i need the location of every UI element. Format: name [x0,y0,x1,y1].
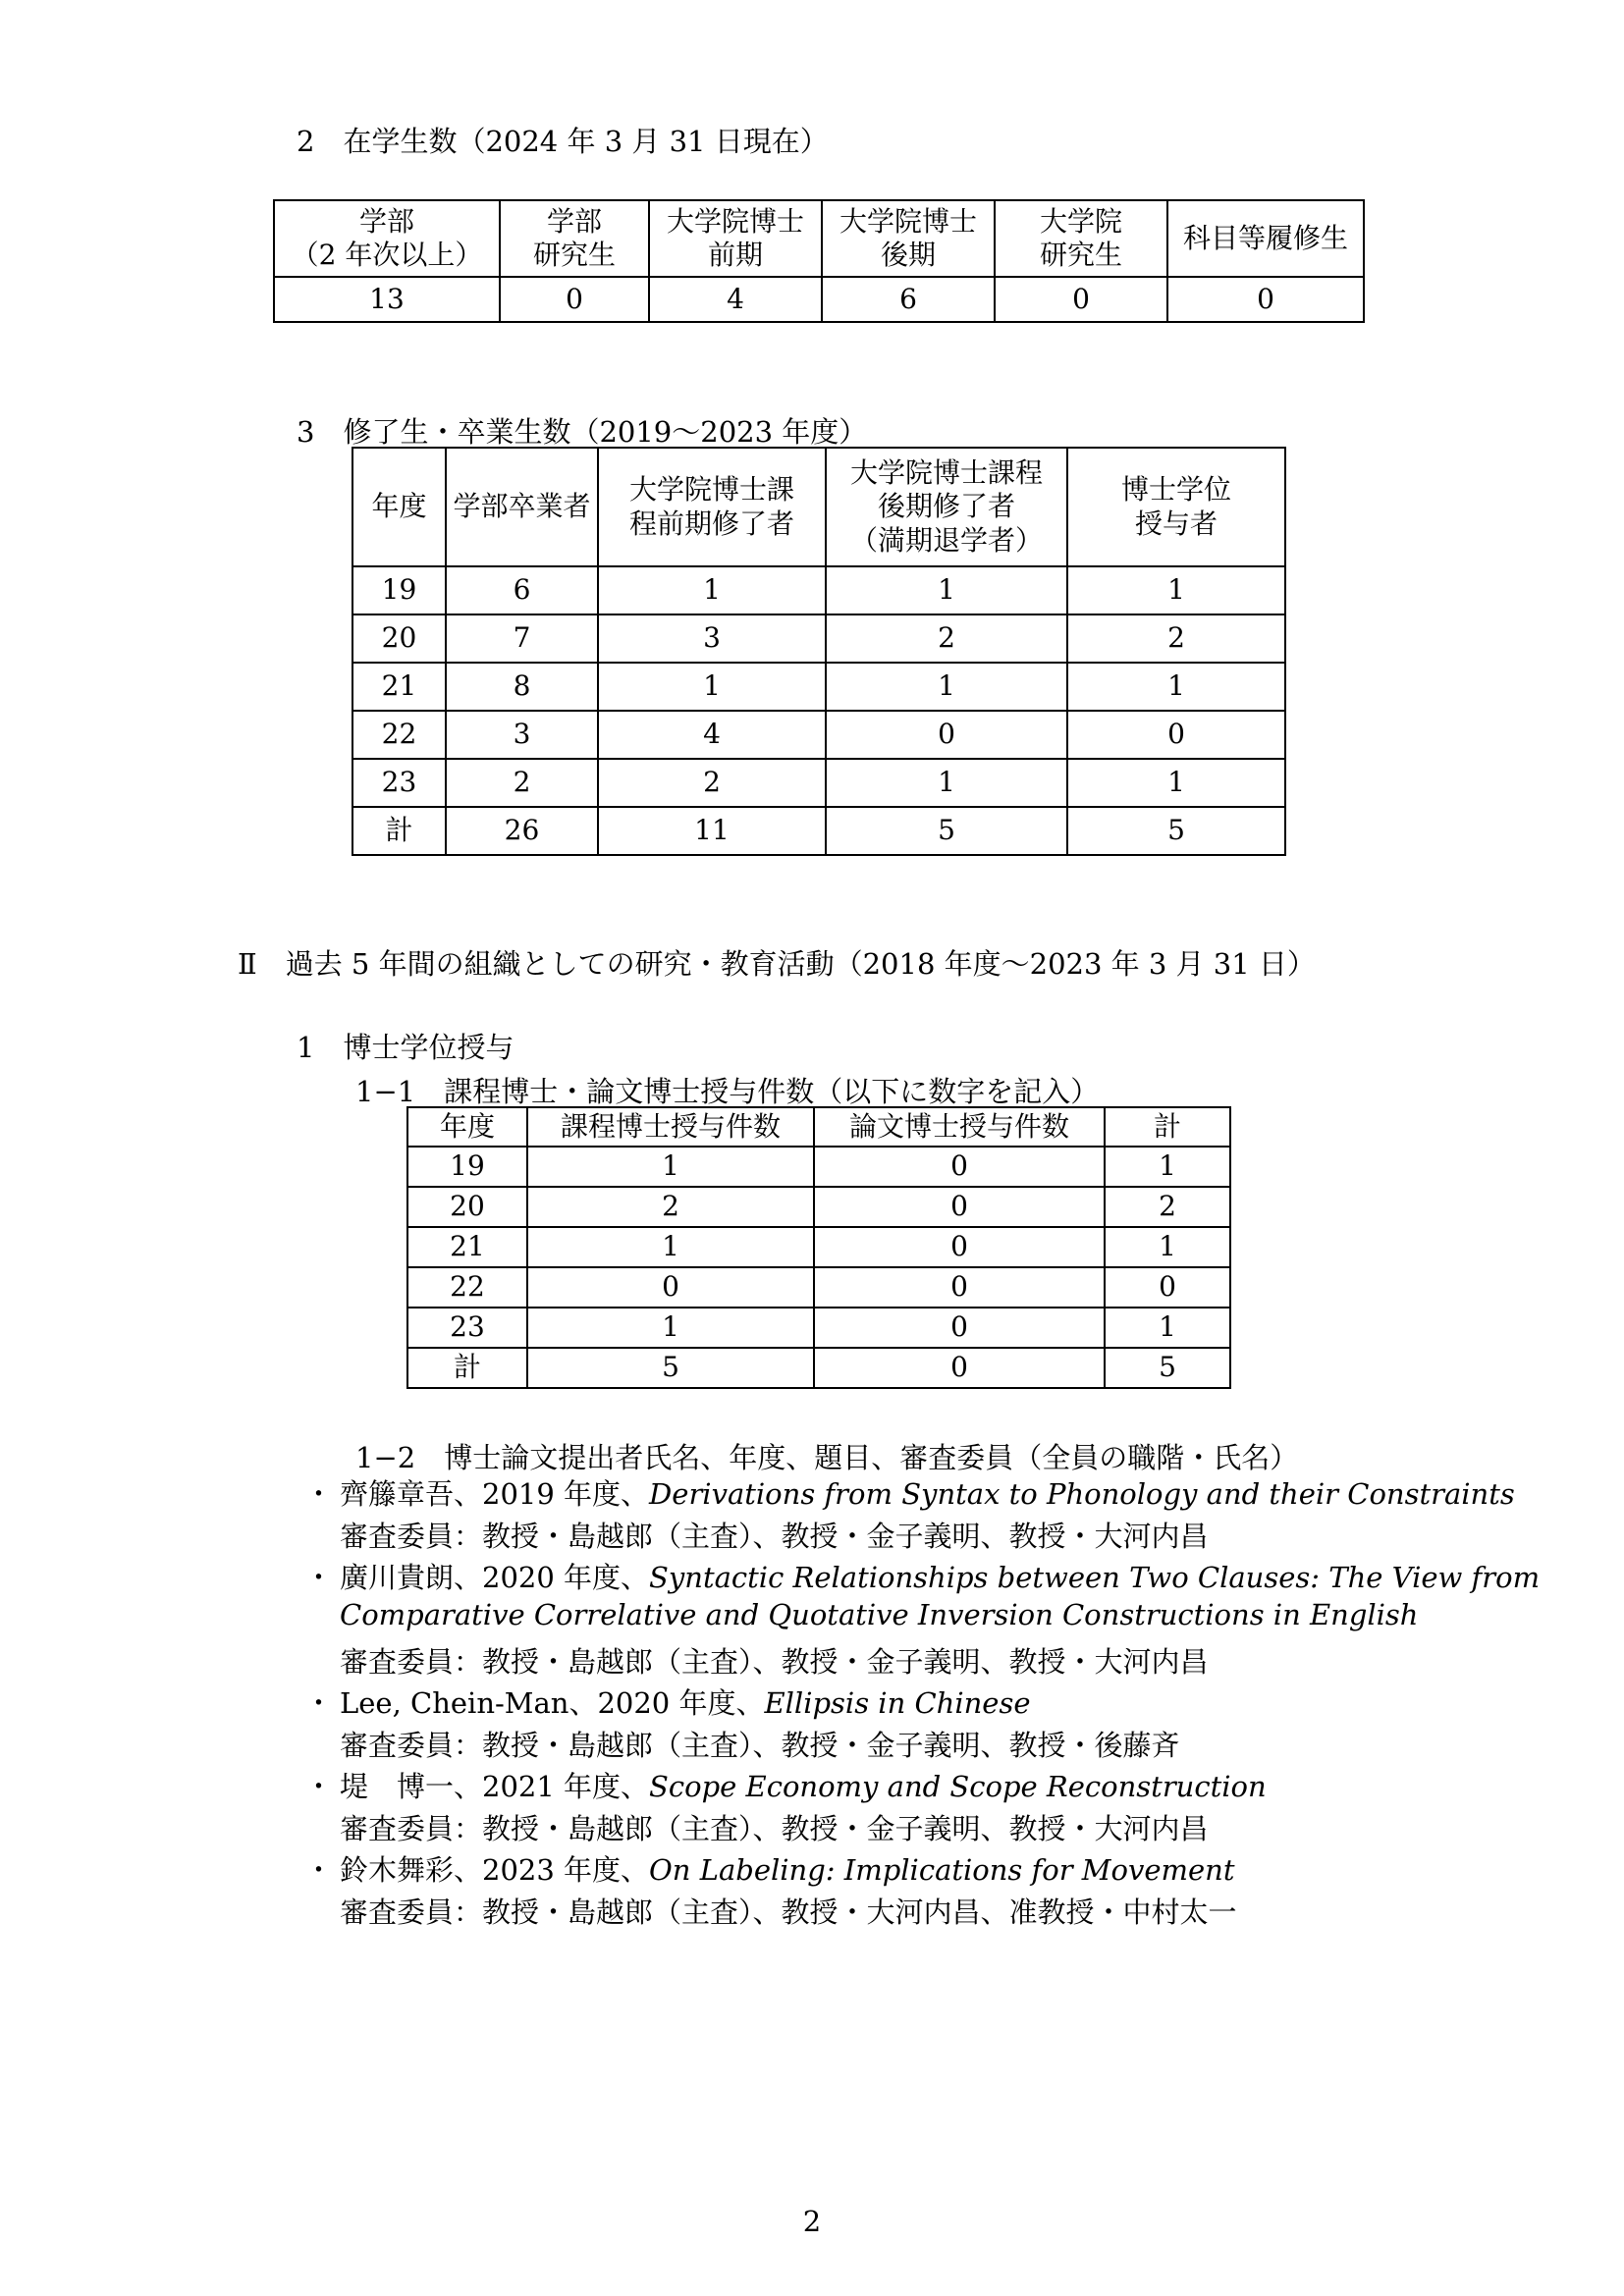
table-row [352,614,1285,663]
table-cell: 2 [598,759,826,807]
table-row [407,1267,1230,1308]
table-cell: 0 [814,1348,1105,1388]
thesis-entry [340,1472,1515,1513]
table-row [407,1187,1230,1227]
thesis-committee: 審査委員：教授・島越郎（主査）、教授・金子義明、教授・大河内昌 [340,1645,1209,1679]
table-cell: 0 [826,711,1067,759]
table-cell: 0 [814,1308,1105,1348]
table-cell: 4 [649,277,822,322]
table-cell: 0 [814,1267,1105,1308]
table-header-cell: 課程博士授与件数 [527,1107,814,1147]
thesis-title: Syntactic Relationships between Two Clauses: The View from [649,1561,1541,1594]
thesis-entry [340,1848,1235,1889]
table-header-cell: 博士学位 授与者 [1067,448,1285,566]
table-row [407,1308,1230,1348]
table-cell: 19 [407,1147,527,1187]
table-row [352,711,1285,759]
table-cell: 計 [407,1348,527,1388]
thesis-entry [340,1556,1540,1596]
table-cell: 6 [446,566,598,614]
thesis-author-year: 廣川貴朗、2020 年度、 [340,1561,650,1594]
table-cell: 1 [1105,1308,1230,1348]
table-cell: 0 [814,1187,1105,1227]
thesis-entry [340,1682,1031,1722]
section-II-heading: Ⅱ 過去 5 年間の組織としての研究・教育活動（2018 年度～2023 年 3 月 31 日） [238,947,1316,981]
table-cell: 6 [822,277,995,322]
table-cell: 21 [352,663,446,711]
table-cell: 23 [407,1308,527,1348]
table-header-cell: 学部卒業者 [446,448,598,566]
table-cell: 1 [598,663,826,711]
bullet: ・ [304,1477,334,1511]
table-cell: 1 [527,1308,814,1348]
table-header-cell: 学部 研究生 [500,200,649,277]
section-2-heading: 2 在学生数（2024 年 3 月 31 日現在） [297,125,829,158]
thesis-author-year: 堤 博一、2021 年度、 [340,1770,650,1803]
thesis-committee: 審査委員：教授・島越郎（主査）、教授・大河内昌、准教授・中村太一 [340,1896,1237,1929]
table-cell: 4 [598,711,826,759]
table-cell: 2 [527,1187,814,1227]
thesis-author-year: 齊籐章吾、2019 年度、 [340,1477,650,1511]
graduates-table [352,447,1286,856]
table-row [352,566,1285,614]
table-cell: 1 [826,566,1067,614]
table-cell: 11 [598,807,826,855]
table-cell: 1 [1105,1227,1230,1267]
table-cell: 0 [500,277,649,322]
table-cell: 1 [1105,1147,1230,1187]
table-cell: 0 [814,1147,1105,1187]
table-header-cell: 大学院博士 前期 [649,200,822,277]
table-cell: 計 [352,807,446,855]
table-header-cell: 大学院 研究生 [995,200,1167,277]
table-cell: 26 [446,807,598,855]
bullet: ・ [304,1853,334,1887]
thesis-title-continued: Comparative Correlative and Quotative Inversion Constructions in English [340,1598,1419,1631]
table-header-cell: 大学院博士 後期 [822,200,995,277]
table-cell: 1 [527,1147,814,1187]
bullet: ・ [304,1686,334,1720]
table-cell: 13 [274,277,500,322]
table-cell: 8 [446,663,598,711]
table-cell: 23 [352,759,446,807]
thesis-author-year: Lee, Chein-Man、2020 年度、 [340,1686,765,1720]
table-cell: 7 [446,614,598,663]
table-cell: 3 [446,711,598,759]
table-row [352,807,1285,855]
table-cell: 0 [1067,711,1285,759]
table-cell: 2 [1067,614,1285,663]
table-cell: 0 [527,1267,814,1308]
page-number: 2 [802,2205,822,2238]
enrolled-students-table [273,199,1365,323]
table-cell: 5 [527,1348,814,1388]
table-cell: 1 [826,759,1067,807]
table-cell: 0 [814,1227,1105,1267]
thesis-committee: 審査委員：教授・島越郎（主査）、教授・金子義明、教授・大河内昌 [340,1812,1209,1845]
table-cell: 1 [1067,759,1285,807]
table-header-row [352,448,1285,566]
thesis-entry [340,1765,1267,1805]
table-cell: 1 [826,663,1067,711]
thesis-title: Scope Economy and Scope Reconstruction [649,1770,1267,1803]
degree-awards-table [406,1106,1231,1389]
bullet: ・ [304,1770,334,1803]
table-cell: 5 [826,807,1067,855]
subsection-1-2-heading: 1−2 博士論文提出者氏名、年度、題目、審査委員（全員の職階・氏名） [355,1441,1299,1474]
table-cell: 22 [407,1267,527,1308]
table-cell: 2 [446,759,598,807]
table-row [352,663,1285,711]
table-cell: 0 [1167,277,1364,322]
table-cell: 2 [1105,1187,1230,1227]
table-cell: 19 [352,566,446,614]
subsection-1-heading: 1 博士学位授与 [297,1031,514,1064]
thesis-title: On Labeling: Implications for Movement [649,1853,1235,1887]
table-cell: 3 [598,614,826,663]
table-header-cell: 大学院博士課 程前期修了者 [598,448,826,566]
bullet: ・ [304,1561,334,1594]
table-cell: 22 [352,711,446,759]
table-header-cell: 年度 [352,448,446,566]
table-cell: 20 [352,614,446,663]
thesis-author-year: 鈴木舞彩、2023 年度、 [340,1853,650,1887]
table-cell: 1 [598,566,826,614]
table-row [407,1348,1230,1388]
table-header-cell: 計 [1105,1107,1230,1147]
table-row [352,759,1285,807]
table-cell: 2 [826,614,1067,663]
table-cell: 1 [527,1227,814,1267]
table-cell: 5 [1067,807,1285,855]
thesis-title: Ellipsis in Chinese [764,1686,1031,1720]
thesis-title: Derivations from Syntax to Phonology and their Constraints [649,1477,1515,1511]
table-row [407,1227,1230,1267]
table-cell: 0 [995,277,1167,322]
table-cell: 1 [1067,663,1285,711]
table-header-cell: 年度 [407,1107,527,1147]
table-header-cell: 論文博士授与件数 [814,1107,1105,1147]
table-header-cell: 学部 （2 年次以上） [274,200,500,277]
table-cell: 21 [407,1227,527,1267]
table-cell: 5 [1105,1348,1230,1388]
thesis-committee: 審査委員：教授・島越郎（主査）、教授・金子義明、教授・大河内昌 [340,1520,1209,1553]
thesis-committee: 審査委員：教授・島越郎（主査）、教授・金子義明、教授・後藤斉 [340,1729,1180,1762]
table-cell: 0 [1105,1267,1230,1308]
table-cell: 1 [1067,566,1285,614]
section-3-heading: 3 修了生・卒業生数（2019～2023 年度） [297,415,868,449]
table-header-row [407,1107,1230,1147]
table-header-cell: 科目等履修生 [1167,200,1364,277]
subsection-1-1-heading: 1−1 課程博士・論文博士授与件数（以下に数字を記入） [355,1075,1100,1108]
table-header-cell: 大学院博士課程 後期修了者 （満期退学者） [826,448,1067,566]
table-cell: 20 [407,1187,527,1227]
table-row [407,1147,1230,1187]
